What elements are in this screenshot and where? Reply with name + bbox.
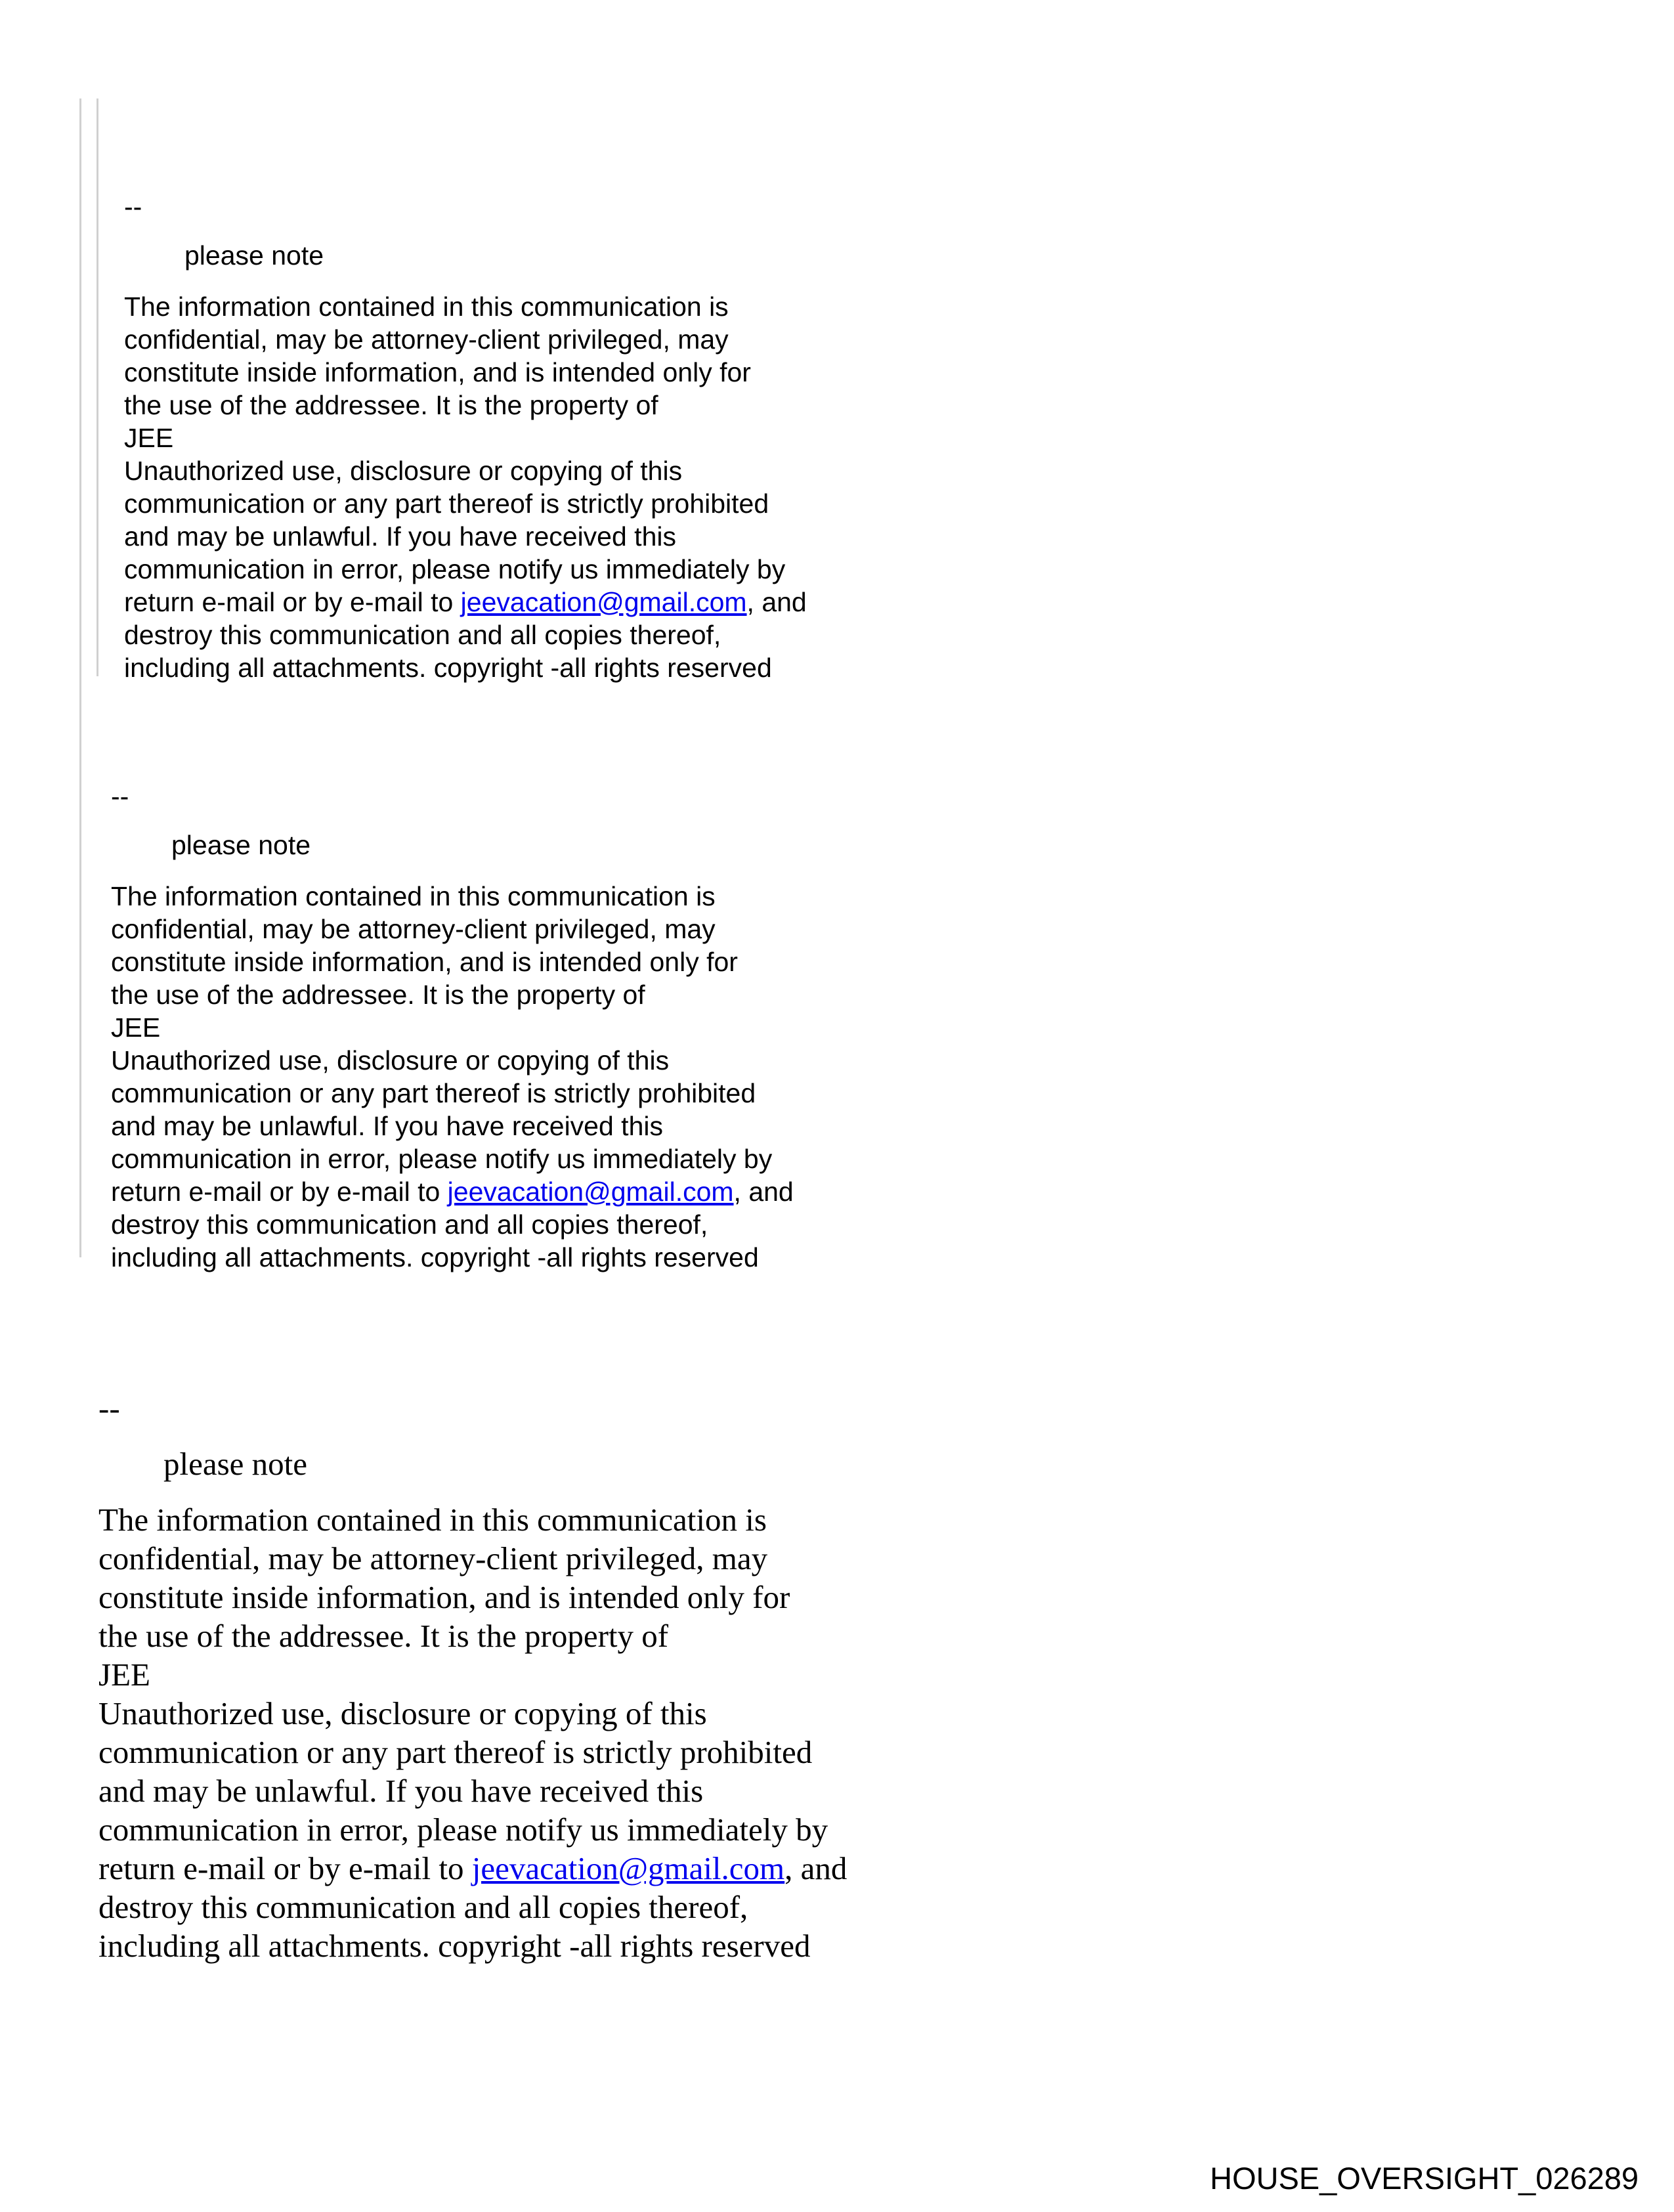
text-line: including all attachments. copyright -all rights reserved bbox=[111, 1242, 759, 1272]
separator: -- bbox=[98, 1390, 120, 1426]
text-line: The information contained in this communication is bbox=[111, 881, 716, 911]
heading: please note bbox=[184, 240, 324, 271]
text-line: communication or any part thereof is strictly prohibited bbox=[111, 1078, 756, 1108]
text-line: and may be unlawful. If you have received this bbox=[111, 1111, 663, 1141]
text-line: Unauthorized use, disclosure or copying of this bbox=[111, 1045, 670, 1075]
email-link[interactable]: jeevacation@gmail.com bbox=[471, 1850, 785, 1886]
text-line: destroy this communication and all copies thereof, bbox=[124, 620, 721, 650]
text: , and bbox=[733, 1177, 794, 1207]
text-line: communication or any part thereof is strictly prohibited bbox=[98, 1734, 813, 1770]
text-line: and may be unlawful. If you have received this bbox=[98, 1773, 704, 1809]
email-link[interactable]: jeevacation@gmail.com bbox=[460, 587, 747, 617]
separator: -- bbox=[124, 192, 142, 222]
disclaimer-block-1 bbox=[124, 190, 807, 684]
email-line bbox=[111, 1175, 794, 1208]
disclaimer-block-2 bbox=[111, 780, 794, 1274]
disclaimer-block-3 bbox=[98, 1389, 847, 1965]
quote-bar-outer bbox=[79, 98, 81, 1257]
separator: -- bbox=[111, 781, 129, 812]
disclaimer-text bbox=[124, 290, 807, 684]
text-line: destroy this communication and all copies thereof, bbox=[111, 1209, 708, 1240]
text-line: destroy this communication and all copies thereof, bbox=[98, 1889, 748, 1925]
text-line: constitute inside information, and is intended only for bbox=[111, 947, 738, 977]
text-line: including all attachments. copyright -all rights reserved bbox=[98, 1928, 811, 1964]
text-line: JEE bbox=[124, 423, 174, 453]
disclaimer-text bbox=[111, 880, 794, 1274]
text-line: Unauthorized use, disclosure or copying of this bbox=[98, 1695, 707, 1731]
email-line bbox=[98, 1849, 847, 1888]
text-line: constitute inside information, and is intended only for bbox=[124, 357, 751, 387]
text-line: communication in error, please notify us immediately by bbox=[124, 554, 786, 584]
email-line bbox=[124, 586, 807, 618]
text-line: the use of the addressee. It is the property of bbox=[98, 1618, 669, 1654]
bates-number: HOUSE_OVERSIGHT_026289 bbox=[1210, 2161, 1639, 2196]
text-line: confidential, may be attorney-client privileged, may bbox=[124, 324, 729, 355]
text-line: communication or any part thereof is strictly prohibited bbox=[124, 488, 769, 519]
text-line: JEE bbox=[98, 1657, 150, 1693]
text: return e-mail or by e-mail to bbox=[98, 1850, 472, 1886]
text-line: the use of the addressee. It is the property of bbox=[124, 390, 658, 420]
text-line: confidential, may be attorney-client privileged, may bbox=[98, 1540, 768, 1576]
quote-bar-inner bbox=[97, 98, 98, 676]
text: , and bbox=[784, 1850, 848, 1886]
email-link[interactable]: jeevacation@gmail.com bbox=[447, 1177, 734, 1207]
text-line: and may be unlawful. If you have received this bbox=[124, 521, 676, 552]
text-line: constitute inside information, and is intended only for bbox=[98, 1579, 790, 1615]
text-line: Unauthorized use, disclosure or copying of this bbox=[124, 456, 683, 486]
disclaimer-text bbox=[98, 1500, 847, 1965]
heading: please note bbox=[163, 1446, 308, 1482]
text-line: confidential, may be attorney-client privileged, may bbox=[111, 914, 716, 944]
text-line: communication in error, please notify us immediately by bbox=[111, 1144, 773, 1174]
text: return e-mail or by e-mail to bbox=[124, 587, 461, 617]
text-line: The information contained in this communication is bbox=[124, 292, 729, 322]
heading: please note bbox=[171, 830, 311, 860]
text-line: including all attachments. copyright -all rights reserved bbox=[124, 653, 772, 683]
text-line: The information contained in this communication is bbox=[98, 1502, 767, 1538]
text: return e-mail or by e-mail to bbox=[111, 1177, 448, 1207]
text-line: communication in error, please notify us immediately by bbox=[98, 1811, 828, 1848]
text-line: JEE bbox=[111, 1012, 161, 1043]
text-line: the use of the addressee. It is the property of bbox=[111, 980, 645, 1010]
text: , and bbox=[746, 587, 807, 617]
